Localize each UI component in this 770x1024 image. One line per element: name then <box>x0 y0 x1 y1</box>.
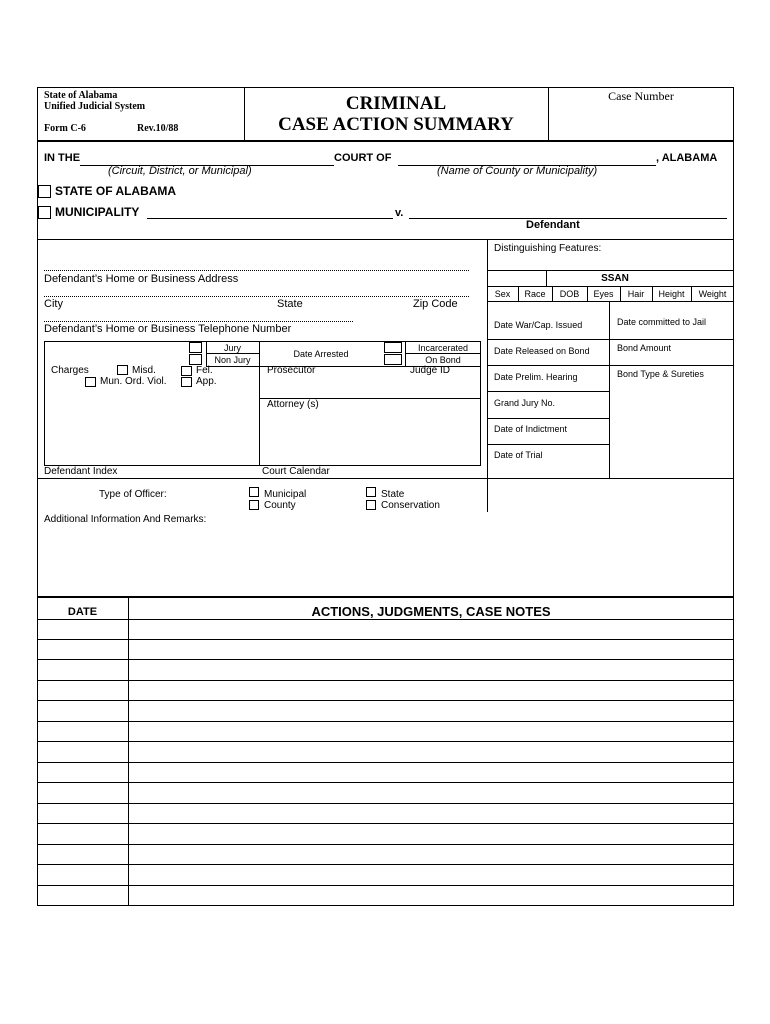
versus-label: v. <box>395 207 404 219</box>
address-line[interactable] <box>44 270 469 271</box>
date-row-4 <box>487 418 609 419</box>
ssan-label: SSAN <box>601 273 629 284</box>
phone-label: Defendant’s Home or Business Telephone Number <box>44 323 292 335</box>
date-prelim-label: Date Prelim. Hearing <box>494 372 578 382</box>
date-war-label: Date War/Cap. Issued <box>494 320 583 330</box>
court-calendar-label: Court Calendar <box>262 466 330 477</box>
notes-date-header: DATE <box>67 606 98 618</box>
jury-label: Jury <box>223 343 241 353</box>
incarcerated-midline <box>405 353 481 354</box>
notes-row-line <box>38 762 734 763</box>
ssan-field-race: Race <box>524 289 546 299</box>
home-address-label: Defendant’s Home or Business Address <box>44 273 239 285</box>
municipal-label: Municipal <box>264 489 307 500</box>
bond-amount-label: Bond Amount <box>617 343 672 353</box>
date-committed-label: Date committed to Jail <box>617 317 707 327</box>
notes-top-border <box>37 596 734 598</box>
ssan-field-eyes: Eyes <box>593 289 614 299</box>
date-arrested-label: Date Arrested <box>293 349 349 359</box>
date-row-3 <box>487 391 609 392</box>
phone-line[interactable] <box>44 321 353 322</box>
conservation-label: Conservation <box>381 500 440 511</box>
prosecutor-label: Prosecutor <box>267 365 316 376</box>
defendant-label: Defendant <box>526 219 580 231</box>
case-number-label: Case Number <box>608 89 674 103</box>
notes-date-divider <box>128 598 129 906</box>
incarcerated-label: Incarcerated <box>417 343 469 353</box>
date-grid-divider <box>609 302 610 478</box>
title-criminal: CRIMINAL <box>345 93 447 114</box>
non-jury-label: Non Jury <box>214 355 251 365</box>
app-checkbox[interactable] <box>181 377 192 387</box>
misd-checkbox[interactable] <box>117 365 128 375</box>
title-case-action-summary: CASE ACTION SUMMARY <box>278 114 514 135</box>
notes-row-line <box>38 700 734 701</box>
non-jury-checkbox[interactable] <box>189 354 202 365</box>
section-divider-1 <box>37 239 734 240</box>
section-divider-2 <box>37 478 734 479</box>
conservation-checkbox[interactable] <box>366 500 376 510</box>
on-bond-label: On Bond <box>425 355 461 365</box>
ssan-field-hair: Hair <box>627 289 645 299</box>
date-row-5 <box>487 444 609 445</box>
notes-row-line <box>38 659 734 660</box>
municipal-checkbox[interactable] <box>249 487 259 497</box>
incarcerated-checkbox[interactable] <box>384 342 402 353</box>
notes-row-line <box>38 721 734 722</box>
distinguishing-features-label: Distinguishing Features: <box>494 243 602 254</box>
jury-checkbox[interactable] <box>189 342 202 353</box>
app-label: App. <box>196 376 217 387</box>
zip-label: Zip Code <box>413 298 458 310</box>
grand-jury-label: Grand Jury No. <box>494 398 556 408</box>
on-bond-checkbox[interactable] <box>384 354 402 365</box>
state-name: State of Alabama <box>44 90 118 101</box>
ssan-field-sex: Sex <box>494 289 511 299</box>
jury-midline <box>206 353 259 354</box>
remarks-label: Additional Information And Remarks: <box>44 514 207 525</box>
county-label: County <box>264 500 296 511</box>
notes-actions-header: ACTIONS, JUDGMENTS, CASE NOTES <box>311 604 551 619</box>
court-type-hint: (Circuit, District, or Municipal) <box>108 165 252 177</box>
county-hint: (Name of County or Municipality) <box>437 165 598 177</box>
ssan-field-weight: Weight <box>698 289 727 299</box>
county-checkbox[interactable] <box>249 500 259 510</box>
notes-row-line <box>38 680 734 681</box>
misd-label: Misd. <box>132 365 156 376</box>
municipality-label: MUNICIPALITY <box>55 205 140 219</box>
attorney-label: Attorney (s) <box>267 399 319 410</box>
bond-type-label: Bond Type & Sureties <box>617 369 704 379</box>
judicial-system: Unified Judicial System <box>44 101 146 112</box>
mun-ord-label: Mun. Ord. Viol. <box>100 376 167 387</box>
city-line[interactable] <box>44 296 469 297</box>
date-row-1 <box>487 339 734 340</box>
fel-checkbox[interactable] <box>181 366 192 376</box>
ssan-field-height: Height <box>658 289 685 299</box>
state-label: State <box>277 298 303 310</box>
case-number-field[interactable] <box>552 104 730 138</box>
in-the-label: IN THE <box>44 152 81 164</box>
state-officer-checkbox[interactable] <box>366 487 376 497</box>
notes-row-line <box>38 823 734 824</box>
charges-grid-divider <box>259 341 260 466</box>
ssan-field-dob: DOB <box>559 289 580 299</box>
state-officer-label: State <box>381 489 405 500</box>
notes-row-line <box>38 885 734 886</box>
state-of-alabama-checkbox[interactable] <box>38 185 51 198</box>
date-row-2 <box>487 365 734 366</box>
notes-row-line <box>38 619 734 620</box>
municipality-checkbox[interactable] <box>38 206 51 219</box>
notes-row-line <box>38 639 734 640</box>
charges-label: Charges <box>51 365 89 376</box>
date-indictment-label: Date of Indictment <box>494 424 568 434</box>
notes-row-line <box>38 741 734 742</box>
notes-row-line <box>38 803 734 804</box>
defendant-index-label: Defendant Index <box>44 466 118 477</box>
notes-row-line <box>38 844 734 845</box>
form-revision: Rev.10/88 <box>137 123 179 134</box>
type-of-officer-label: Type of Officer: <box>99 489 167 500</box>
notes-row-line <box>38 782 734 783</box>
court-of-label: COURT OF <box>334 152 392 164</box>
date-released-label: Date Released on Bond <box>494 346 590 356</box>
alabama-label: , ALABAMA <box>656 152 718 164</box>
state-of-alabama-label: STATE OF ALABAMA <box>55 184 177 198</box>
remarks-field[interactable] <box>44 528 728 592</box>
fel-label: Fel. <box>196 365 213 376</box>
municipality-line[interactable] <box>147 218 393 219</box>
city-label: City <box>44 298 63 310</box>
mun-ord-checkbox[interactable] <box>85 377 96 387</box>
notes-row-line <box>38 864 734 865</box>
date-trial-label: Date of Trial <box>494 450 543 460</box>
form-number: Form C-6 <box>44 123 86 134</box>
judge-id-label: Judge ID <box>410 365 451 376</box>
